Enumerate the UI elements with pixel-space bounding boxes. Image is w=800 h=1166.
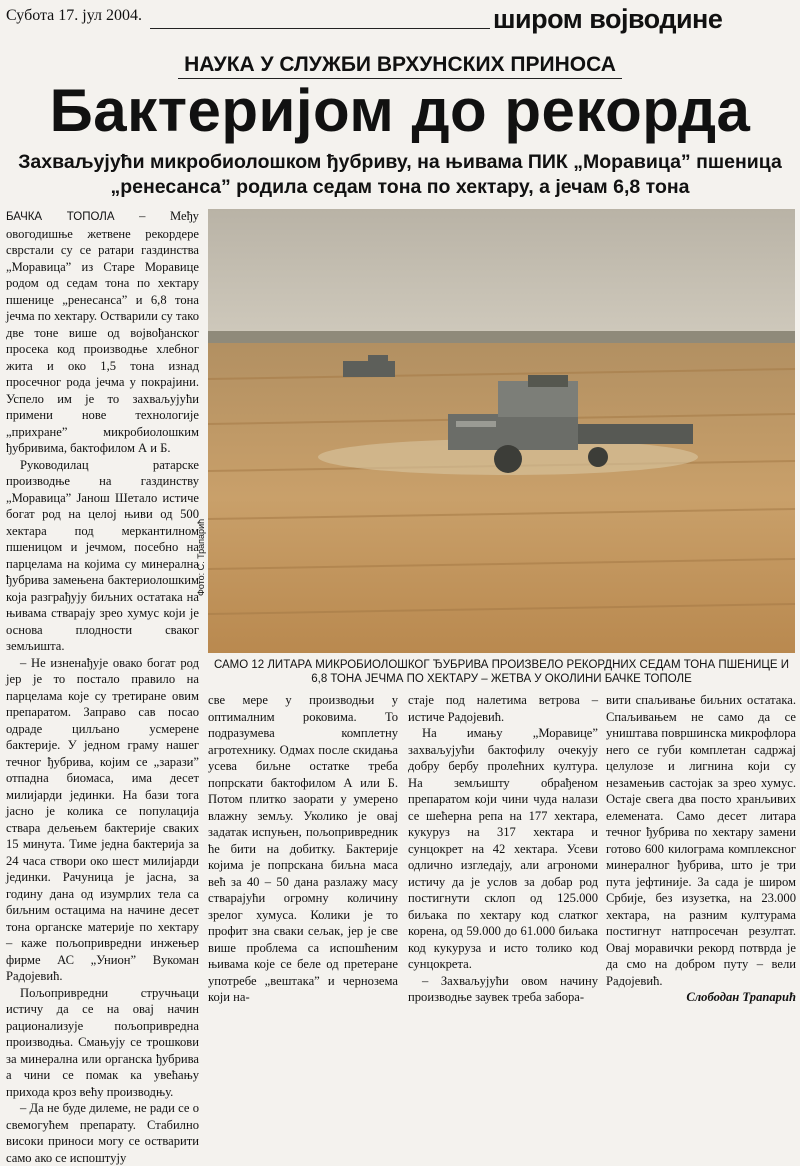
- paragraph: – Не изненађује овако богат род јер је то постало правило на парцелама које су третиране овим препаратом. Заправо сав посао одраде цилљано усмерене бактерије. У једном граму нашег течног ђубрива, којим се „зарази” отпадна биомаса, има десет милијарди јединки. На бази тога јасно је колика се популација ствара дељењем бактерије сваких 15 минута. Тиме једна бактерија за 24 часа створи око шест милијарди јединки. Рачуница је јасна, за годину дана од изумрлих тела са биљним остацима на начине десет тона органске материје по хектару – каже пољопривредни инжењер фирме АС „Унион” Вукоман Радојевић.: [6, 655, 199, 983]
- paragraph: [6, 208, 199, 457]
- article-column-2: [208, 692, 398, 1006]
- paragraph: На имању „Моравице” захваљујући бактофилу очекују добру бербу пролећних култура. На земљишту обрађеном препаратом који чини чуда налази се шећерна репа на 177 хектара, кукуруз на 317 хектара и сунцокрет на 42 хектара. Усеви одлично изгледају, али агрономи истичу да је услов за добар род постигнути склоп од 125.000 биљака по хектару код слатког корена, од 59.000 до 61.000 биљака код кукуруза и исто толико код сунцокрета.: [408, 726, 598, 971]
- paragraph: – Да не буде дилеме, не ради се о свемогућем препарату. Стабилно високи приноси могу се остварити само ако се испоштују: [6, 1101, 199, 1165]
- article-column-4: [606, 692, 796, 1006]
- headline: Бактеријом до рекорда: [49, 77, 751, 144]
- paragraph: све мере у производњи у оптималним роковима. То подразумева комплетну агротехнику. Одмах после скидања усева биљне остатке треба попрскати бактофилом А или Б. Потом плитко заорати у умерено влажну земљу. Уколико је овај задатак испуњен, пољопривредник ће бити на добитку. Бактерије којима је попрскана биљна маса већ за 40 – 50 дана разлажу масу стварајући огромну количину зрелог хумуса. Колики је то профит зна сваки сељак, јер је све више проблема са испошћеним њивама које се беле од претеране употребе „вештака” и чернозема који на-: [208, 693, 398, 1004]
- dateline: БАЧКА ТОПОЛА: [6, 211, 115, 223]
- paragraph: Пољопривредни стручњаци истичу да се на овај начин рационализује пољопривредна производња. Смањују се трошкови за минерална или органска ђубрива а чини се помак ка увећању прихода кроз већу производњу.: [6, 985, 199, 1099]
- author-byline: Слободан Трапарић: [686, 990, 796, 1004]
- photo-caption: САМО 12 ЛИТАРА МИКРОБИОЛОШКОГ ЂУБРИВА ПРОИЗВЕЛО РЕКОРДНИХ СЕДАМ ТОНА ПШЕНИЦЕ И 6,8 ТОНА ЈЕЧМА ПО ХЕКТАРУ – ЖЕТВА У ОКОЛИНИ БАЧКЕ ТОПОЛЕ: [213, 659, 790, 685]
- paragraph: вити спаљивање биљних остатака. Спаљивањем не само да се уништава површинска микрофлора него се губи комплетан садржај целулозе и лигнина који су незамењив састојак за зрео хумус. Остаје свега два посто хранљивих елемената. Само десет литара течног ђубрива по хектару замени готово 600 килограма комплексног минералног ђубрива, што је три пута јефтиније. За сада је широм Србије, без изузетка, на 23.000 хектара, на разним културама постигнут натпросечан резултат. Овај моравички рекорд потврда је да смо на добром путу – вели Радојевић.: [606, 693, 796, 988]
- paragraph-text: – Међу овогодишње жетвене рекордере сврстали су се ратари газдинства „Моравица” из Старе Моравице родом од седам тона по хектару пшенице „ренесанса” и 6,8 тона јечма по хектару. Остварили су тако две тоне више од војвођанског просека код производње хлебног жита и око 1,5 тона изнад просечног рода јечма у покрајини. Успело им је то захваљујући примени нове технологије „прихране” микробиолошким ђубривима, бактофилом А и Б.: [6, 209, 199, 455]
- photo-credit: Фото: С. Трапарић: [196, 518, 206, 596]
- subheadline: Захваљујући микробиолошком ђубриву, на њивама ПИК „Моравица” пшеница „ренесанса” родила седам тона по хектару, а јечам 6,8 тона: [18, 151, 782, 198]
- article-column-1: [6, 208, 199, 1166]
- issue-date: Субота 17. јул 2004.: [6, 7, 143, 24]
- paragraph: – Захваљујући овом начину производње заувек треба забора-: [408, 973, 598, 1004]
- harvest-photo: [208, 209, 795, 653]
- kicker-text: НАУКА У СЛУЖБИ ВРХУНСКИХ ПРИНОСА: [178, 53, 622, 79]
- combine-harvester-image: [208, 209, 795, 653]
- paragraph: Руководилац ратарске производње на газдинству „Моравица” Јанош Шетало истиче богат род на целој њиви од 500 хектара под меркантилном пшеницом и јечмом, посебно на парцелама на којима су минерална ђубрива замењена бактериолошким која разграђују биљних остатака на њивама стварају зрео хумус који је основа плодности сваког земљишта.: [6, 457, 199, 653]
- section-title: широм војводине: [493, 4, 723, 34]
- paragraph: стаје под налетима ветрова – истиче Радојевић.: [408, 693, 598, 724]
- header-rule: [150, 28, 490, 29]
- article-column-3: [408, 692, 598, 1006]
